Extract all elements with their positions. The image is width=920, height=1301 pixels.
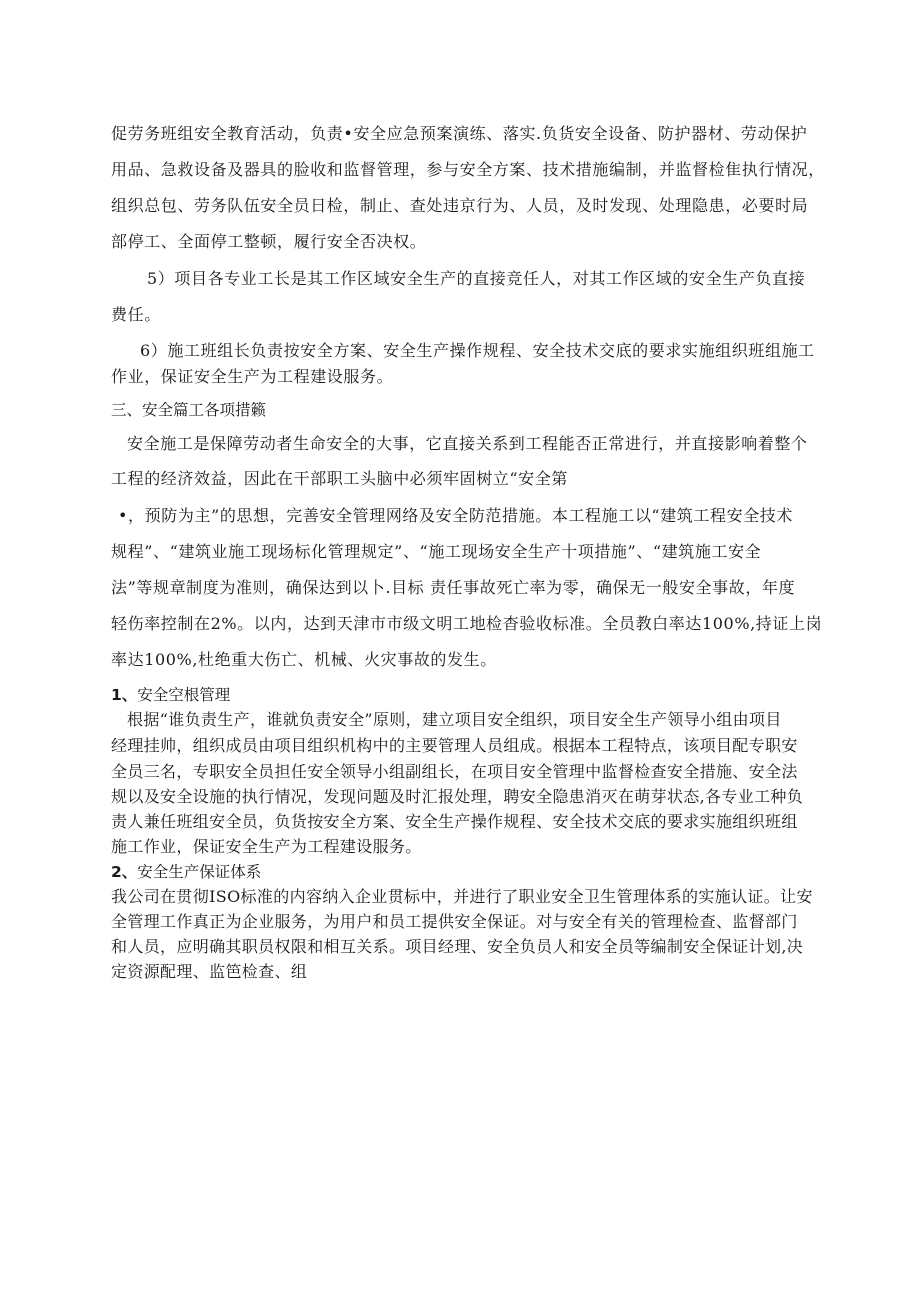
paragraph-line: 定资源配理、监笆检查、组 (111, 962, 308, 981)
paragraph-line: 用品、急救设备及器具的脸收和监督管理，参与安全方案、技术措施编制，并监督检隹执行情况， (111, 160, 825, 179)
paragraph-line: 率达100%,杜绝重大伤亡、机械、火灾事故的发生。 (111, 650, 497, 669)
paragraph-line: 轻伤率控制在2%。以内，达到天津市市级文明工地检杳验收标准。全员教白率达100%,持证上岗 (111, 614, 823, 633)
paragraph-line: 安全施工是保障劳动者生命安全的大事，它直接关系到工程能否正常进行，并直接影响着整个 (127, 434, 808, 453)
paragraph-line: 全管理工作真正为企业服务，为用户和员工提供安全保证。对与安全有关的管理检查、监督部门 (111, 912, 798, 931)
paragraph-line: 全员三名，专职安全员担任安全领导小组副组长，在项目安全管理中监督检查安全措施、安全法 (111, 762, 798, 781)
section-title: 安全空根管理 (137, 686, 231, 704)
paragraph-line: 费任。 (111, 305, 161, 324)
section-heading-2 (111, 860, 261, 884)
paragraph-line: 和人员，应明确其职员权限和相互关系。项目经理、安全负员人和安全员等编制安全保证计划,决 (111, 937, 804, 956)
section-title: 安全生产保证体系 (137, 863, 262, 881)
paragraph-line: 经理挂帅，组织成员由项目组织机构中的主要管理人员组成。根据本工程特点，该项目配专职安 (111, 736, 798, 755)
section-heading-3: 三、安全篇工各项措籁 (111, 401, 267, 419)
list-item-6: 6）施工班组长负责按安全方案、安全生产操作规程、安全技术交底的要求实施组织班组施工 (140, 341, 815, 360)
list-item-5: 5）项目各专业工长是其工作区域安全生产的直接竞任人，对其工作区域的安全生产负直接 (147, 269, 806, 288)
section-number: 1、 (111, 686, 138, 704)
paragraph-line: 法”等规章制度为准则，确保达到以卜.目标 责任事故死亡率为零，确保无一般安全事故，年度 (111, 578, 796, 597)
paragraph-line: 我公司在贯彻ISO标准的内容纳入企业贯标中，并进行了职业安全卫生管理体系的实施认证。让安 (111, 887, 813, 906)
paragraph-line: 规程”、“建筑业施工现场标化管理规定”、“施工现场安全生产十项措施”、“建筑施工安全 (111, 542, 762, 561)
paragraph-line: 施工作业，保证安全生产为工程建设服务。 (111, 837, 422, 856)
paragraph-line: •，预防为主”的思想，完善安全管理网络及安全防范措施。本工程施工以“建筑工程安全技术 (118, 506, 793, 525)
paragraph-line: 组织总包、劳务队伍安全员日检，制止、查处违京行为、人员，及时发现、处理隐患，必要时局 (111, 196, 809, 215)
paragraph-line: 促劳务班组安全教育活动，负责•安全应急预案演练、落实.负货安全设备、防护器材、劳动保护 (111, 124, 808, 143)
paragraph-line: 根据“谁负责生产，谁就负责安全”原则，建立项目安全组织，项目安全生产领导小组由项目 (127, 710, 782, 729)
paragraph-line: 部停工、全面停工整顿，履行安全否决权。 (111, 232, 427, 251)
section-heading-1 (111, 683, 230, 707)
paragraph-line: 责人兼任班组安全员，负货按安全方案、安全生产操作规程、安全技术交底的要求实施组织班组 (111, 812, 798, 831)
section-number: 2、 (111, 863, 138, 881)
paragraph-line: 工程的经济效益，因此在干部职工头脑中必须牢固树立“安全第 (111, 469, 568, 488)
paragraph-line: 作业，保证安全生产为工程建设服务。 (111, 367, 394, 386)
paragraph-line: 规以及安全设施的执行情况，发现问题及时汇报处理，聘安全隐患消灭在萌芽状态,各专业工种负 (111, 787, 804, 806)
